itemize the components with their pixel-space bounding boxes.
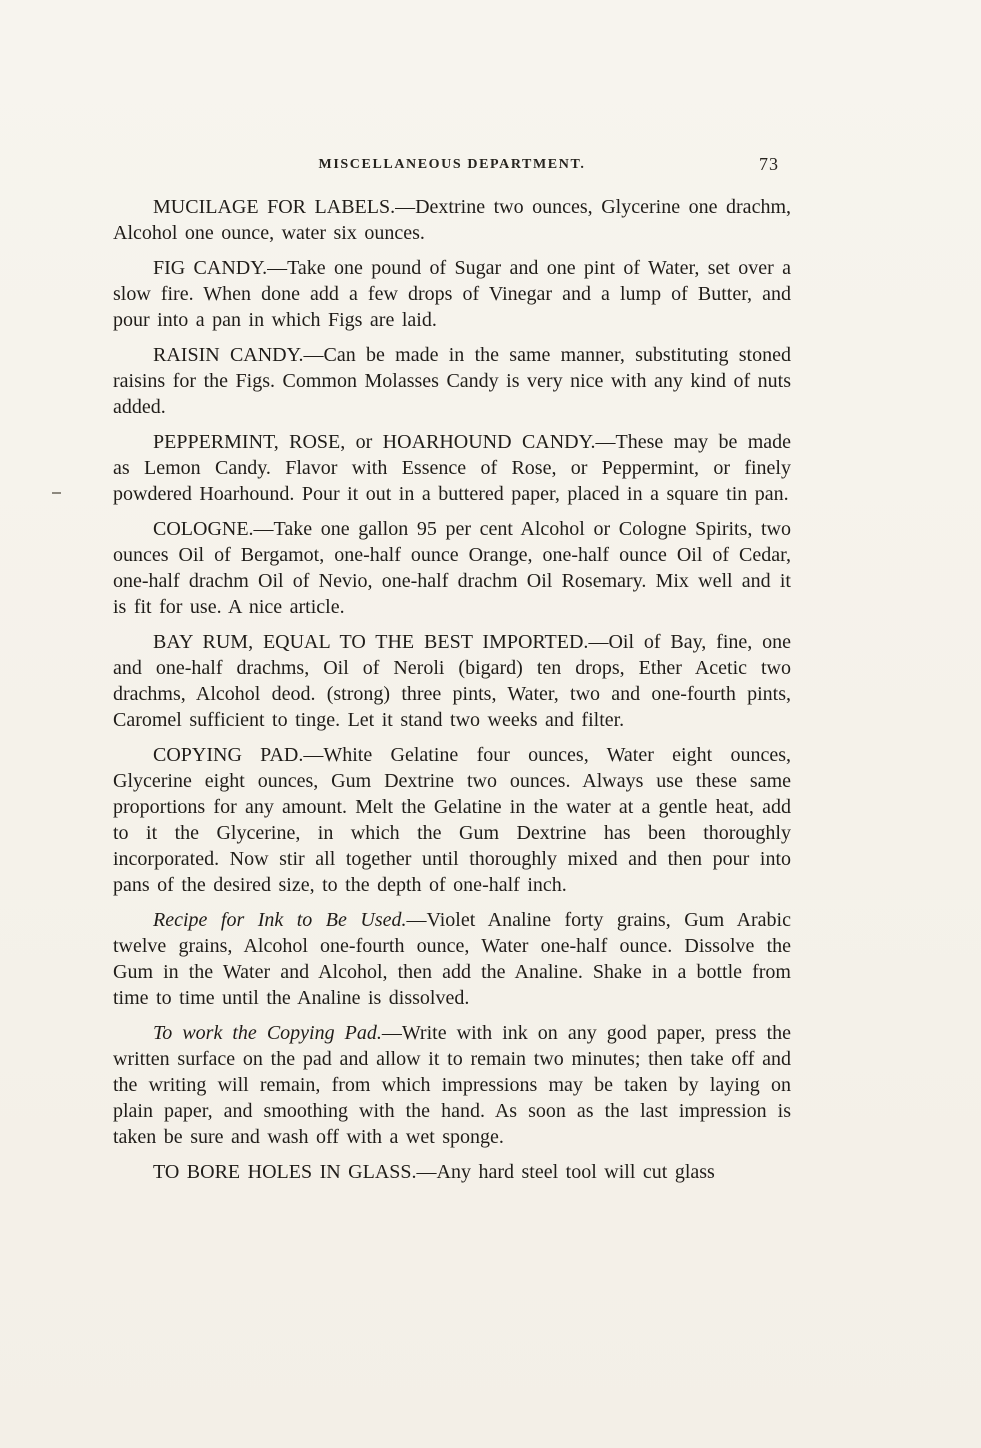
paragraph-lead: TO BORE HOLES IN GLASS.	[153, 1161, 417, 1183]
page-content	[113, 194, 791, 1194]
paragraph-body: —Dextrine two ounces, Glycerine one drachm, Alcohol one ounce, water six ounces.	[113, 196, 791, 244]
paragraph	[113, 1159, 791, 1185]
paragraph-body: —White Gelatine four ounces, Water eight ounces, Glycerine eight ounces, Gum Dextrine two ounces. Always use these same proportions for any amount. Melt the Gelatine in the water at a gentle heat, add to it the Glycerine, in which the Gum Dextrine has been thoroughly incorporated. Now stir all together until thoroughly mixed and then pour into pans of the desired size, to the depth of one-half inch.	[113, 744, 791, 896]
paragraph-lead: COLOGNE.	[153, 518, 254, 540]
paragraph-body: —Any hard steel tool will cut glass	[416, 1161, 715, 1183]
paragraph-body: —Take one gallon 95 per cent Alcohol or Cologne Spirits, two ounces Oil of Bergamot, one-half ounce Orange, one-half ounce Oil of Cedar, one-half drachm Oil of Nevio, one-half drachm Oil Rosemary. Mix well and it is fit for use. A nice article.	[113, 518, 791, 618]
paragraph-lead: FIG CANDY.	[153, 257, 268, 279]
paragraph-lead: RAISIN CANDY.	[153, 344, 304, 366]
paragraph-lead: Recipe for Ink to Be Used.	[153, 909, 407, 931]
paragraph	[113, 516, 791, 620]
margin-mark	[52, 492, 61, 494]
paragraph-lead: MUCILAGE FOR LABELS.	[153, 196, 396, 218]
paragraph-body: —Oil of Bay, fine, one and one-half drachms, Oil of Neroli (bigard) ten drops, Ether Acetic two drachms, Alcohol deod. (strong) three pints, Water, two and one-fourth pints, Caromel sufficient to tinge. Let it stand two weeks and filter.	[113, 631, 791, 731]
paragraph	[113, 342, 791, 420]
paragraph	[113, 629, 791, 733]
paragraph-lead: COPYING PAD.	[153, 744, 304, 766]
page-header	[113, 154, 791, 181]
paragraph	[113, 742, 791, 898]
paragraph	[113, 194, 791, 246]
paragraph	[113, 907, 791, 1011]
page-number: 73	[759, 154, 779, 174]
paragraph	[113, 1020, 791, 1150]
running-title: MISCELLANEOUS DEPARTMENT.	[318, 157, 586, 172]
paragraph	[113, 429, 791, 507]
paragraph-body: —Take one pound of Sugar and one pint of Water, set over a slow fire. When done add a few drops of Vinegar and a lump of Butter, and pour into a pan in which Figs are laid.	[113, 257, 792, 331]
paragraph-lead: PEPPERMINT, ROSE, or HOARHOUND CANDY.	[153, 431, 596, 453]
paragraph-body: —Write with ink on any good paper, press the written surface on the pad and allow it to remain two minutes; then take off and the writing will remain, from which impressions may be taken by laying on plain paper, and smoothing with the hand. As soon as the last impression is taken be sure and wash off with a wet sponge.	[113, 1022, 791, 1148]
paragraph-lead: To work the Copying Pad.	[153, 1022, 382, 1044]
paragraph-lead: BAY RUM, EQUAL TO THE BEST IMPORTED.	[153, 631, 589, 653]
paragraph	[113, 255, 791, 333]
paragraph-body: —Can be made in the same manner, substituting stoned raisins for the Figs. Common Molasses Candy is very nice with any kind of nuts added.	[113, 344, 791, 418]
paragraph-body: —Violet Analine forty grains, Gum Arabic twelve grains, Alcohol one-fourth ounce, Water one-half ounce. Dissolve the Gum in the Water and Alcohol, then add the Analine. Shake in a bottle from time to time until the Analine is dissolved.	[113, 909, 791, 1009]
paragraph-body: —These may be made as Lemon Candy. Flavor with Essence of Rose, or Peppermint, or finely powdered Hoarhound. Pour it out in a buttered paper, placed in a square tin pan.	[113, 431, 792, 505]
